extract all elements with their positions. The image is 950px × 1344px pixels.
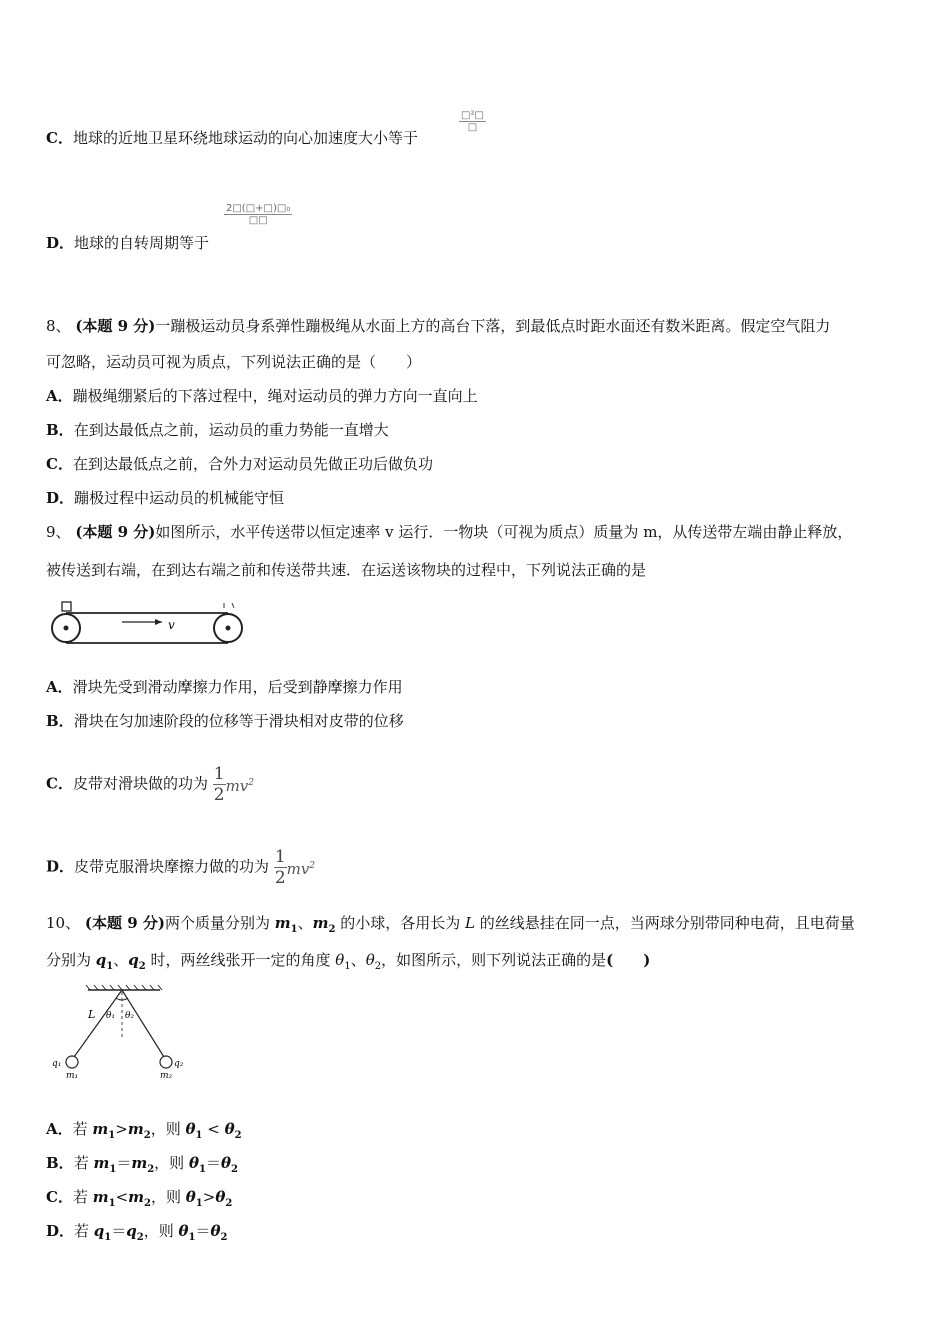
fraction-denominator: 2 bbox=[213, 785, 225, 805]
q10-option-a[interactable]: A．若 $m_1>m_2$，则 $\theta_1 < \theta_2$ bbox=[46, 1120, 242, 1141]
theta2-label: θ₂ bbox=[125, 1011, 135, 1021]
option-label: B． bbox=[46, 421, 74, 439]
theta1-label: θ₁ bbox=[106, 1011, 116, 1021]
one-half-fraction bbox=[213, 764, 226, 805]
option-label: D． bbox=[46, 489, 75, 507]
option-text: 地球的自转周期等于 bbox=[74, 234, 210, 252]
one-half-fraction bbox=[274, 847, 287, 888]
q9-option-b[interactable] bbox=[46, 711, 404, 731]
q9-stem-line-2: 被传送到右端，在到达右端之前和传送带共速．在运送该物块的过程中，下列说法正确的是 bbox=[46, 561, 647, 579]
charged-pendulum-figure bbox=[50, 982, 190, 1082]
conveyor-belt-figure bbox=[46, 598, 251, 653]
fraction-denominator: 2 bbox=[274, 868, 286, 888]
q10-option-c[interactable]: C．若 $m_1<m_2$，则 $\theta_1>\theta_2$ bbox=[46, 1188, 233, 1209]
q10-option-d[interactable]: D．若 $q_1=q_2$，则 $\theta_1=\theta_2$ bbox=[46, 1222, 228, 1243]
left-pulley-axle bbox=[64, 626, 69, 631]
formula-numerator: 2□(□+□)□₀ bbox=[226, 203, 291, 214]
option-text: 蹦极绳绷紧后的下落过程中，绳对运动员的弹力方向一直向上 bbox=[72, 387, 478, 405]
formula-denominator: □ bbox=[467, 122, 478, 133]
formula-denominator: □□ bbox=[248, 215, 268, 226]
fraction-numerator: 1 bbox=[213, 764, 225, 784]
q9-option-d[interactable] bbox=[46, 843, 315, 889]
option-text: 滑块先受到滑动摩擦力作用，后受到静摩擦力作用 bbox=[72, 678, 403, 696]
q10-stem-line-1: 10、 (本题 9 分)两个质量分别为 $m_1$、$m_2$ 的小球，各用长为 L 的丝线悬挂在同一点，当两球分别带同种电荷，且电荷量 bbox=[46, 914, 855, 935]
mv-squared bbox=[287, 860, 315, 878]
question-number: 8、 bbox=[46, 317, 71, 335]
q7-option-d[interactable] bbox=[46, 233, 209, 253]
m1-label: m₁ bbox=[66, 1071, 79, 1081]
option-label: D． bbox=[46, 857, 75, 876]
right-pulley-axle bbox=[226, 626, 231, 631]
right-thread bbox=[122, 990, 164, 1057]
block-at-end-sketch bbox=[224, 603, 234, 608]
q8-option-a[interactable] bbox=[46, 386, 478, 406]
option-label: A． bbox=[46, 678, 73, 696]
right-ball bbox=[160, 1056, 172, 1068]
option-text: 在到达最低点之前，合外力对运动员先做正功后做负功 bbox=[72, 455, 433, 473]
q8-option-b[interactable] bbox=[46, 420, 389, 440]
q8-stem-line-2: 可忽略，运动员可视为质点，下列说法正确的是（ ） bbox=[46, 353, 422, 371]
exponent: 2 bbox=[248, 778, 255, 788]
length-label: L bbox=[88, 1008, 96, 1021]
velocity-label: v bbox=[168, 618, 175, 632]
q7-option-c[interactable] bbox=[46, 128, 418, 148]
option-text: 滑块在匀加速阶段的位移等于滑块相对皮带的位移 bbox=[73, 712, 404, 730]
q9-stem-line-1 bbox=[46, 522, 852, 542]
question-number: 10、 bbox=[46, 914, 81, 932]
option-label: C． bbox=[46, 455, 73, 473]
q10-stem-line-2: 分别为 $q_1$、$q_2$ 时，两丝线张开一定的角度 $\theta_1$、$\theta_2$，如图所示，则下列说法正确的是( ) bbox=[46, 951, 651, 972]
question-number: 9、 bbox=[46, 523, 71, 541]
option-text: 皮带克服滑块摩擦力做的功为 bbox=[74, 857, 270, 876]
q8-option-c[interactable] bbox=[46, 454, 433, 474]
q8-stem-line-1 bbox=[46, 316, 830, 336]
option-label: B． bbox=[46, 712, 74, 730]
q9-option-a[interactable] bbox=[46, 677, 403, 697]
question-score: (本题 9 分) bbox=[75, 317, 156, 335]
option-label: C． bbox=[46, 774, 73, 793]
question-score: (本题 9 分) bbox=[84, 914, 165, 932]
q2-label: q₂ bbox=[174, 1059, 184, 1069]
velocity-arrow-head bbox=[155, 619, 162, 625]
exponent: 2 bbox=[309, 861, 316, 871]
left-thread bbox=[74, 990, 122, 1057]
m2-label: m₂ bbox=[160, 1071, 173, 1081]
mv-symbol: mv bbox=[286, 860, 310, 878]
question-stem: 一蹦极运动员身系弹性蹦极绳从水面上方的高台下落，到最低点时距水面还有数米距离。假定空气阻力 bbox=[155, 317, 831, 335]
question-stem: 如图所示，水平传送带以恒定速率 v 运行．一物块（可视为质点）质量为 m，从传送带左端由静止释放， bbox=[155, 523, 853, 541]
option-label: D． bbox=[46, 234, 75, 252]
q10-option-b[interactable]: B．若 $m_1=m_2$，则 $\theta_1=\theta_2$ bbox=[46, 1154, 238, 1175]
fraction-numerator: 1 bbox=[274, 847, 286, 867]
q8-option-d[interactable] bbox=[46, 488, 284, 508]
option-label: A． bbox=[46, 387, 73, 405]
option-text: 在到达最低点之前，运动员的重力势能一直增大 bbox=[73, 421, 389, 439]
mv-squared bbox=[226, 777, 254, 795]
left-ball bbox=[66, 1056, 78, 1068]
q9-option-c[interactable] bbox=[46, 760, 254, 806]
q7-option-c-formula bbox=[459, 110, 486, 133]
block-at-start bbox=[62, 602, 71, 611]
option-text: 皮带对滑块做的功为 bbox=[72, 774, 208, 793]
mv-symbol: mv bbox=[225, 777, 249, 795]
q7-option-d-formula bbox=[224, 203, 292, 226]
formula-numerator: □²□ bbox=[461, 110, 484, 121]
option-text: 地球的近地卫星环绕地球运动的向心加速度大小等于 bbox=[72, 129, 418, 147]
option-text: 蹦极过程中运动员的机械能守恒 bbox=[74, 489, 285, 507]
q1-label: q₁ bbox=[52, 1059, 62, 1069]
option-label: C． bbox=[46, 129, 73, 147]
question-score: (本题 9 分) bbox=[75, 523, 156, 541]
